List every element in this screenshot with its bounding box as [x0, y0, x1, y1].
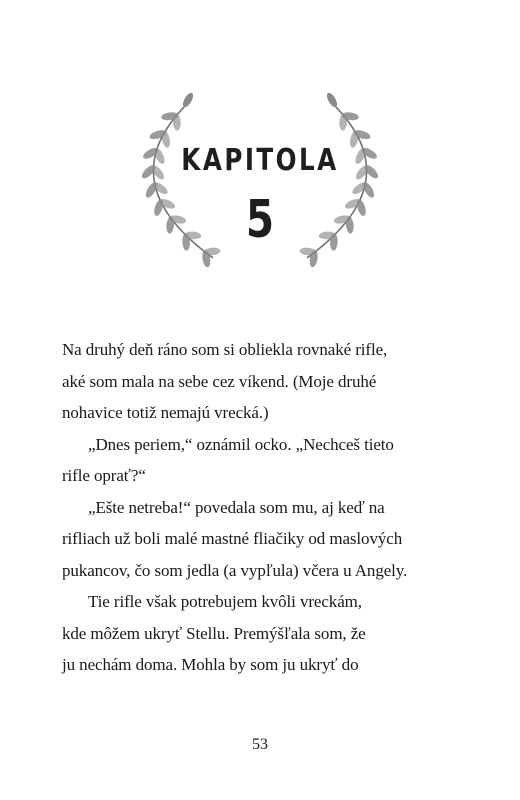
page-number: 53 [252, 736, 268, 753]
text-line: ju nechám doma. Mohla by som ju ukryť do [62, 655, 359, 674]
text-line: Na druhý deň ráno som si obliekla rovnaké rifle, [62, 340, 388, 359]
chapter-number: 5 [245, 190, 275, 250]
text-line: kde môžem ukryť Stellu. Premýšľala som, že [62, 623, 366, 643]
chapter-body-text [62, 334, 462, 681]
laurel-leaf [325, 91, 339, 108]
text-line: rifliach už boli malé mastné fliačiky od maslových [62, 529, 403, 548]
text-line: „Ešte netreba!“ povedala som mu, aj keď na [88, 497, 385, 517]
text-line: aké som mala na sebe cez víkend. (Moje druhé [62, 371, 377, 391]
text-line: Tie rifle však potrebujem kvôli vreckám, [88, 592, 362, 611]
text-line: pukancov, čo som jedla (a vypľula) včera u Angely. [62, 560, 408, 580]
chapter-heading: KAPITOLA [181, 143, 339, 178]
laurel-leaf [181, 91, 195, 108]
text-line: „Dnes periem,“ oznámil ocko. „Nechceš tieto [88, 434, 394, 454]
text-line: rifle oprať?“ [62, 466, 146, 485]
text-line: nohavice totiž nemajú vrecká.) [62, 403, 269, 422]
